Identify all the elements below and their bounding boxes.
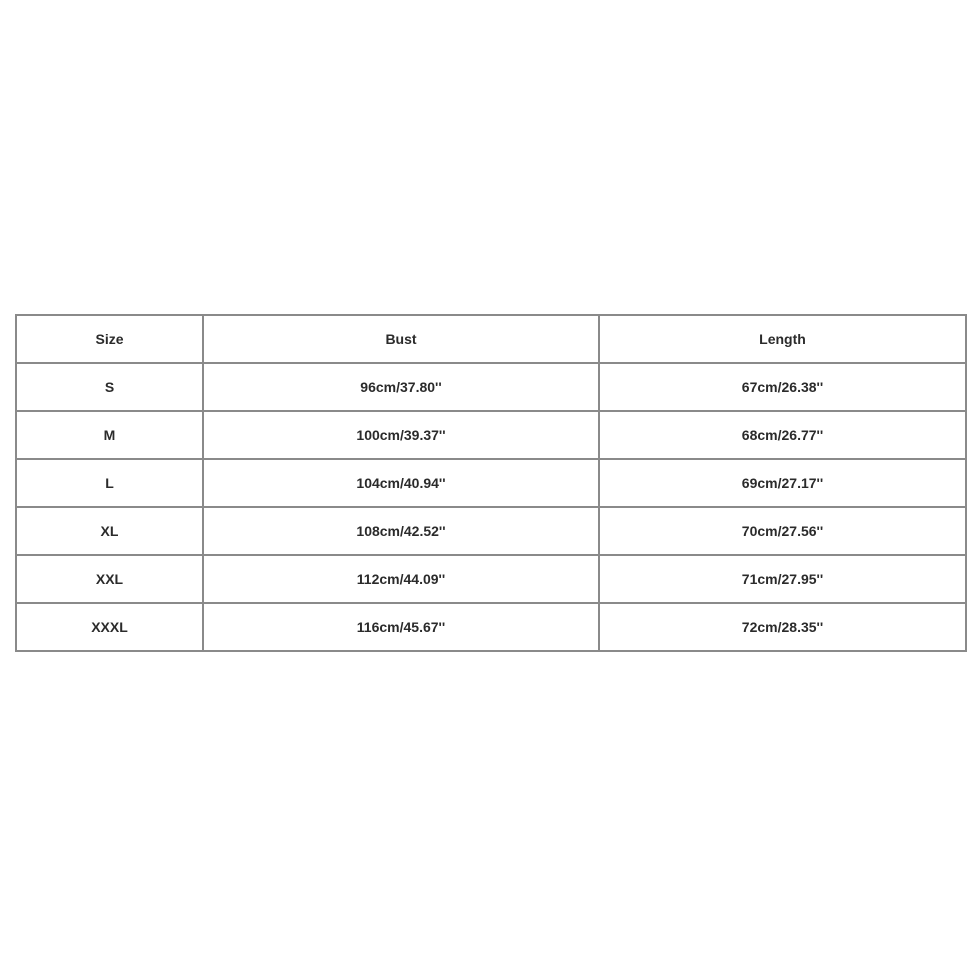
bust-cell: 104cm/40.94''	[203, 459, 599, 507]
header-length: Length	[599, 315, 966, 363]
size-chart-table	[15, 314, 967, 652]
bust-cell: 100cm/39.37''	[203, 411, 599, 459]
size-cell: XXXL	[16, 603, 203, 651]
bust-cell: 96cm/37.80''	[203, 363, 599, 411]
header-bust: Bust	[203, 315, 599, 363]
length-cell: 67cm/26.38''	[599, 363, 966, 411]
table-row	[16, 555, 966, 603]
table-header-row	[16, 315, 966, 363]
table-row	[16, 411, 966, 459]
size-cell: XXL	[16, 555, 203, 603]
length-cell: 72cm/28.35''	[599, 603, 966, 651]
length-cell: 71cm/27.95''	[599, 555, 966, 603]
size-cell: M	[16, 411, 203, 459]
bust-cell: 108cm/42.52''	[203, 507, 599, 555]
bust-cell: 116cm/45.67''	[203, 603, 599, 651]
table-row	[16, 363, 966, 411]
length-cell: 69cm/27.17''	[599, 459, 966, 507]
size-cell: XL	[16, 507, 203, 555]
table-row	[16, 603, 966, 651]
length-cell: 68cm/26.77''	[599, 411, 966, 459]
size-cell: S	[16, 363, 203, 411]
size-cell: L	[16, 459, 203, 507]
length-cell: 70cm/27.56''	[599, 507, 966, 555]
bust-cell: 112cm/44.09''	[203, 555, 599, 603]
header-size: Size	[16, 315, 203, 363]
table-row	[16, 507, 966, 555]
table-row	[16, 459, 966, 507]
